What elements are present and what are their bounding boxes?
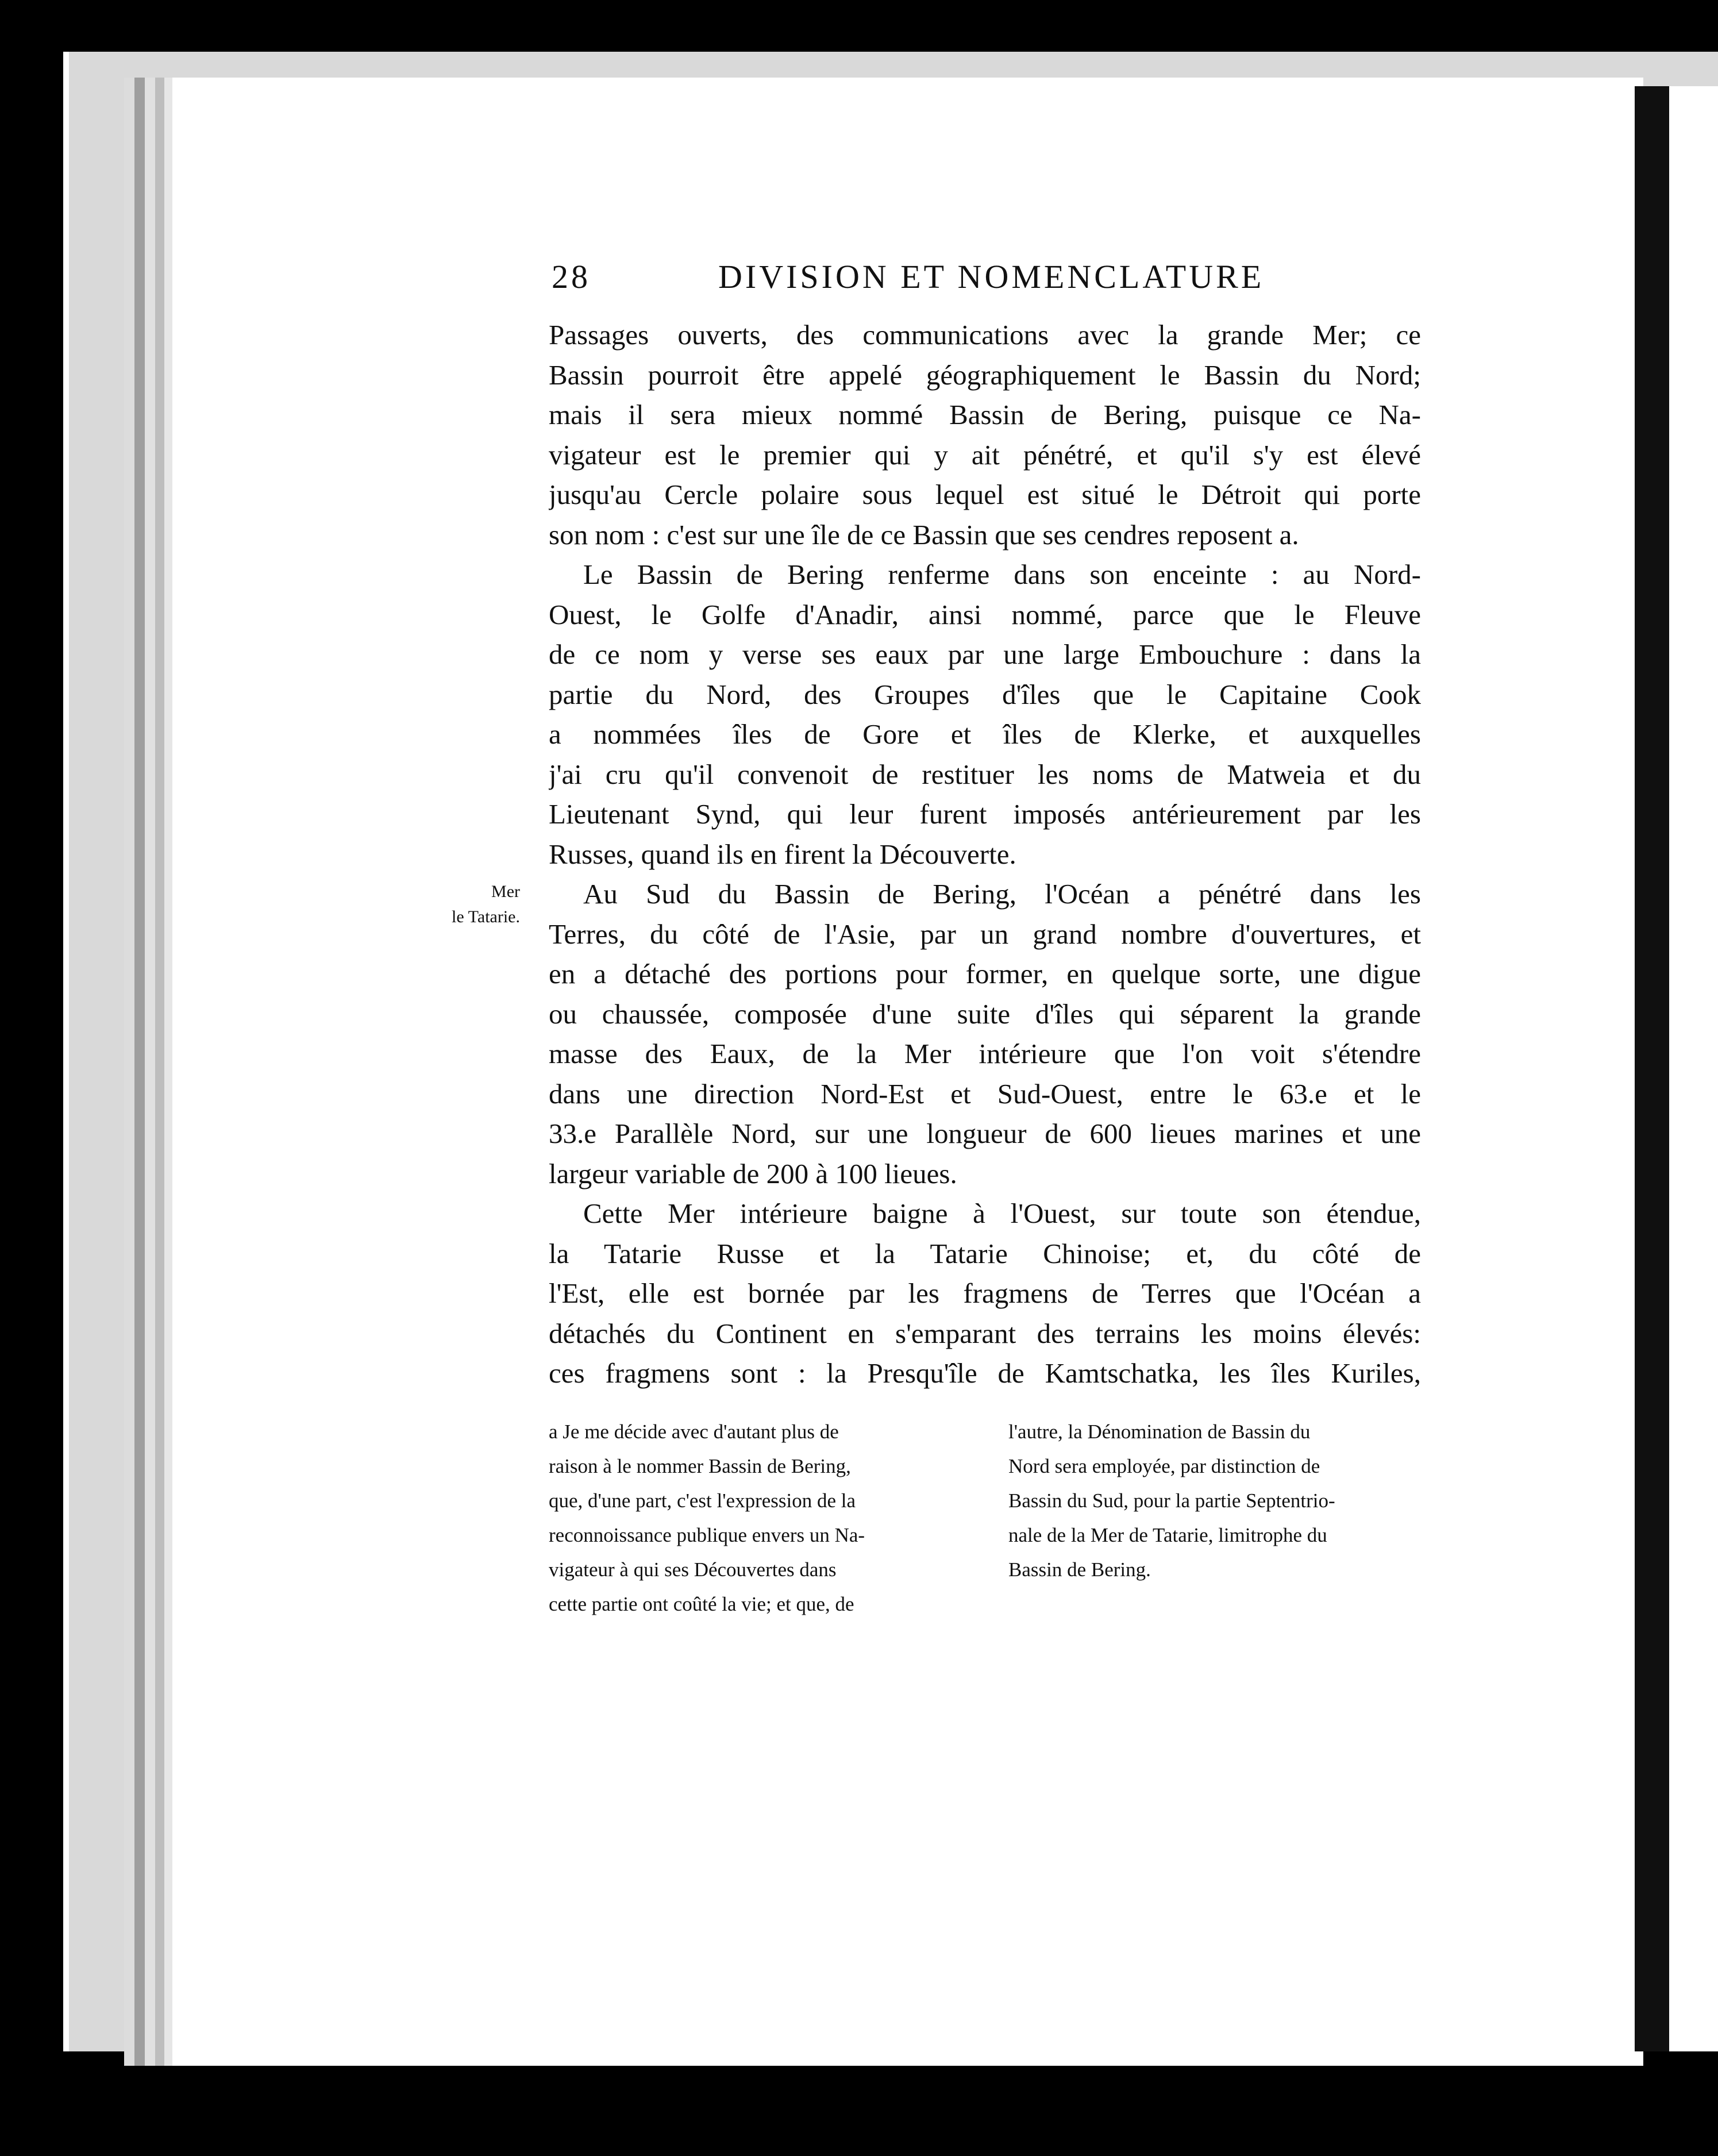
text-line: Cette Mer intérieure baigne à l'Ouest, sur toute son étendue, [583,1198,1421,1229]
text-line: Le Bassin de Bering renferme dans son enceinte : au Nord- [583,559,1421,590]
text-line: l'Est, elle est bornée par les fragmens de Terres que l'Océan a [549,1277,1421,1309]
margin-note [396,879,520,930]
footnote-line: Bassin du Sud, pour la partie Septentrio- [1008,1489,1335,1512]
text-line: ces fragmens sont : la Presqu'île de Kamtschatka, les îles Kuriles, [549,1357,1421,1389]
text-line: j'ai cru qu'il convenoit de restituer les noms de Matweia et du [549,758,1421,790]
running-head [543,257,1265,303]
running-title: DIVISION ET NOMENCLATURE [718,258,1265,295]
text-line: en a détaché des portions pour former, en quelque sorte, une digue [549,958,1421,990]
footnote-line: Bassin de Bering. [1008,1558,1151,1581]
text-line: ou chaussée, composée d'une suite d'îles qui séparent la grande [549,998,1421,1030]
text-line: Bassin pourroit être appelé géographiquement le Bassin du Nord; [549,359,1421,391]
footnote-line: Nord sera employée, par distinction de [1008,1455,1320,1477]
text-line: détachés du Continent en s'emparant des terrains les moins élevés: [549,1317,1421,1349]
footnote-line: raison à le nommer Bassin de Bering, [549,1455,851,1477]
text-line: Russes, quand ils en firent la Découverte. [549,838,1016,870]
body-text [549,315,1421,1393]
text-line: la Tatarie Russe et la Tatarie Chinoise; et, du côté de [549,1237,1421,1269]
text-line: de ce nom y verse ses eaux par une large Embouchure : dans la [549,638,1421,670]
text-line: Terres, du côté de l'Asie, par un grand nombre d'ouvertures, et [549,918,1421,950]
margin-note-line: le Tatarie. [452,907,520,926]
text-line: mais il sera mieux nommé Bassin de Bering, puisque ce Na- [549,399,1421,430]
footnote-column-left [549,1415,962,1622]
text-line: jusqu'au Cercle polaire sous lequel est situé le Détroit qui porte [549,479,1421,510]
footnote-column-right [1008,1415,1422,1587]
text-line: Ouest, le Golfe d'Anadir, ainsi nommé, parce que le Fleuve [549,598,1421,630]
page-number: 28 [552,258,591,295]
footnotes [549,1415,1421,1615]
text-line: 33.e Parallèle Nord, sur une longueur de 600 lieues marines et une [549,1118,1421,1149]
text-line: Au Sud du Bassin de Bering, l'Océan a pénétré dans les [583,878,1421,910]
text-line: Lieutenant Synd, qui leur furent imposés antérieurement par les [549,798,1421,830]
footnote-line: que, d'une part, c'est l'expression de la [549,1489,856,1512]
footnote-line: reconnoissance publique envers un Na- [549,1524,865,1546]
gutter-shadow [1635,86,1669,2051]
text-line: largeur variable de 200 à 100 lieues. [549,1157,957,1189]
text-line: a nommées îles de Gore et îles de Klerke, et auxquelles [549,718,1421,750]
facing-page-edge [1669,86,1718,2051]
text-line: vigateur est le premier qui y ait pénétré, et qu'il s'y est élevé [549,438,1421,471]
footnote-line: l'autre, la Dénomination de Bassin du [1008,1420,1311,1443]
text-line: son nom : c'est sur une île de ce Bassin que ses cendres reposent a. [549,518,1299,550]
footnote-line: vigateur à qui ses Découvertes dans [549,1558,837,1581]
text-line: masse des Eaux, de la Mer intérieure que l'on voit s'étendre [549,1038,1421,1069]
text-line: dans une direction Nord-Est et Sud-Ouest, entre le 63.e et le [549,1077,1421,1110]
footnote-line: nale de la Mer de Tatarie, limitrophe du [1008,1524,1327,1546]
footnote-line: a Je me décide avec d'autant plus de [549,1420,839,1443]
text-line: Passages ouverts, des communications avec la grande Mer; ce [549,319,1421,351]
margin-note-line: Mer [491,882,520,901]
footnote-line: cette partie ont coûté la vie; et que, de [549,1593,854,1615]
text-line: partie du Nord, des Groupes d'îles que le Capitaine Cook [549,678,1421,710]
